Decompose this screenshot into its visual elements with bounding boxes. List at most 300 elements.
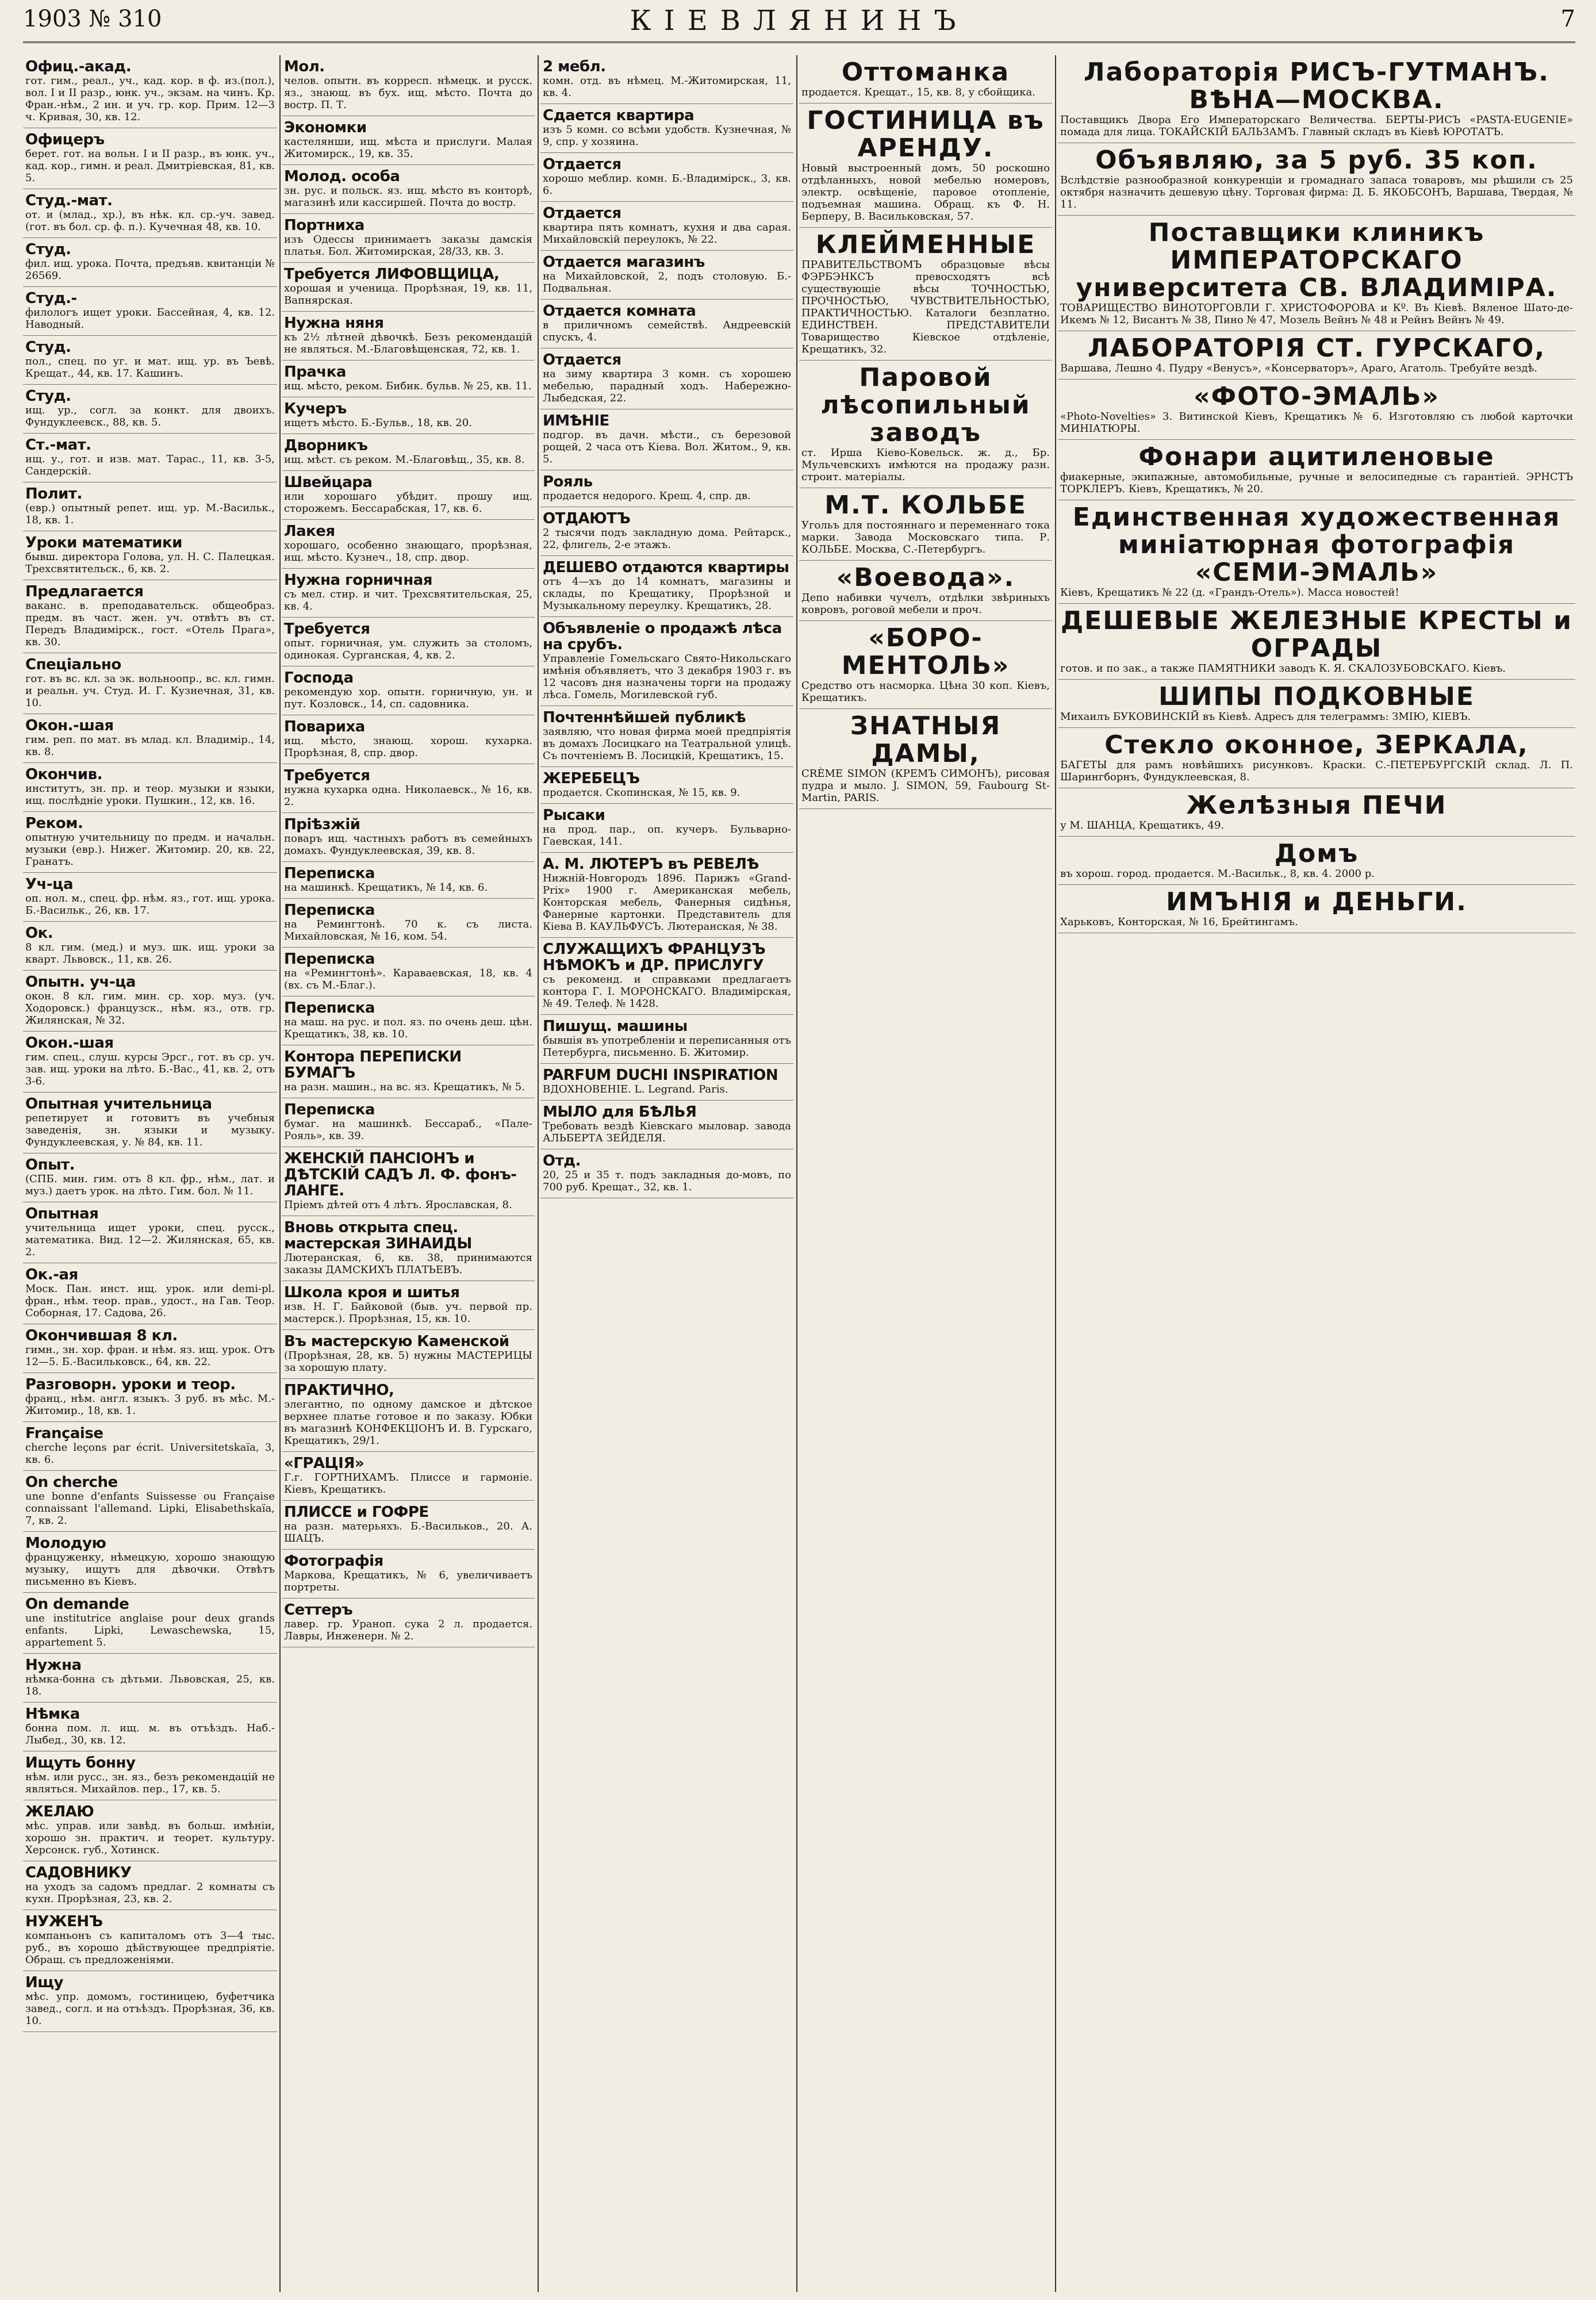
classified-ad xyxy=(540,938,793,1015)
classified-ad xyxy=(282,715,535,764)
ad-text: зн. рус. и польск. яз. ищ. мѣсто въ конторѣ, магазинѣ или кассиршей. Почта до востр. xyxy=(284,185,532,209)
ad-text: Вслѣдствіе разнообразной конкуренціи и громаднаго запаса товаровъ, мы рѣшили съ 25 октября назначить дешевую цѣну. Торговая фирма: Д. Б. ЯКОБСОНЪ, Варшава, Твердая, № 11. xyxy=(1060,174,1573,210)
ad-headline: Нужна няня xyxy=(284,315,384,332)
classified-ad xyxy=(23,812,277,873)
ad-headline: ЛАБОРАТОРІЯ СТ. ГУРСКАГО, xyxy=(1087,334,1546,363)
column-divider xyxy=(538,55,539,2292)
classified-ad xyxy=(23,434,277,482)
classified-ad xyxy=(282,1281,535,1330)
ad-text: Депо набивки чучелъ, отдѣлки звѣриныхъ ковровъ, роговой мебели и проч. xyxy=(801,592,1050,616)
ad-headline: Уч-ца xyxy=(25,876,74,893)
ad-headline: Единственная художественная миніатюрная фотографія «СЕМИ-ЭМАЛЬ» xyxy=(1072,503,1561,587)
ad-text: на маш. на рус. и пол. яз. по очень деш. цѣн. Крещатикъ, 38, кв. 10. xyxy=(284,1016,532,1040)
classified-ad xyxy=(540,507,793,556)
classified-ad xyxy=(540,1015,793,1064)
ad-text: гим. спец., слуш. курсы Эрсг., гот. въ ср. уч. зав. ищ. уроки на лѣто. Б.-Вас., 41, кв. 2, отъ 3-6. xyxy=(25,1051,275,1087)
ad-text: отъ 4—хъ до 14 комнатъ, магазины и склады, по Крещатику, Прорѣзной и Музыкальному переулку. Крещатикъ, 28. xyxy=(543,576,791,612)
classified-ad xyxy=(282,1098,535,1147)
ad-headline: Студ.-мат. xyxy=(25,192,113,209)
ad-headline: PARFUM DUCHI INSPIRATION xyxy=(543,1067,778,1084)
ad-headline: Повариха xyxy=(284,718,365,735)
ad-text: подгор. въ дачн. мѣсти., съ березовой рощей, 2 часа отъ Кіева. Вол. Житом., 9, кв. 5. xyxy=(543,429,791,465)
ad-headline: Отд. xyxy=(543,1152,581,1170)
ad-text: пол., спец. по уг. и мат. ищ. ур. въ Ъевѣ. Крещат., 44, кв. 17. Кашинъ. xyxy=(25,355,275,379)
ad-headline: Студ. xyxy=(25,388,71,405)
ad-headline: Опыт. xyxy=(25,1156,75,1174)
classified-ad xyxy=(23,1153,277,1202)
classified-ad xyxy=(540,348,793,409)
ad-text: къ 2½ лѣтней дѣвочкѣ. Безъ рекомендацій не являться. М.-Благовѣщенская, 72, кв. 1. xyxy=(284,331,532,355)
classified-ad xyxy=(282,471,535,520)
classified-ad xyxy=(540,104,793,153)
ad-text: une bonne d'enfants Suissesse ou Française connaissant l'allemand. Lipki, Elisabethskaïa, 7, кв. 2. xyxy=(25,1490,275,1527)
classified-ad xyxy=(23,971,277,1032)
ad-headline: Молодую xyxy=(25,1535,106,1552)
ad-text: Средство отъ насморка. Цѣна 30 коп. Кіевъ, Крещатикъ. xyxy=(801,680,1050,704)
ad-headline: Отдается xyxy=(543,156,621,173)
classified-ad xyxy=(799,621,1052,709)
classified-ad xyxy=(23,1373,277,1422)
ad-text: комн. отд. въ нѣмец. М.-Житомирская, 11, кв. 4. xyxy=(543,75,791,99)
classified-ad xyxy=(282,948,535,996)
ad-text: бывшія въ употребленіи и переписанныя отъ Петербурга, письменно. Б. Житомир. xyxy=(543,1034,791,1059)
ad-headline: Офиц.-акад. xyxy=(25,58,132,75)
ad-text: элегантно, по одному дамское и дѣтское верхнее платье готовое и по заказу. Юбки въ магазинѣ КОНФЕКЦІОНЪ И. В. Гурскаго, Крещатикъ, 29/1. xyxy=(284,1398,532,1447)
ad-text: Угольъ для постояннаго и переменнаго тока марки. Завода Московскаго типа. Р. КОЛЬБЕ. Москва, С.-Петербургъ. xyxy=(801,519,1050,555)
ad-text: гим. реп. по мат. въ млад. кл. Владимір., 14, кв. 8. xyxy=(25,734,275,758)
ad-headline: Желѣзныя ПЕЧИ xyxy=(1186,791,1447,820)
ad-text: на разн. матерьяхъ. Б.-Васильков., 20. А. ШАЦЪ. xyxy=(284,1520,532,1544)
ad-headline: Нѣмка xyxy=(25,1705,80,1723)
ad-text: ст. Ирша Кіево-Ковельск. ж. д., Бр. Мульчевскихъ имѣются на продажу разн. строит. матеріалы. xyxy=(801,447,1050,483)
classified-ad xyxy=(540,706,793,767)
ad-text: ищ. мѣст. съ реком. М.-Благовѣщ., 35, кв. 8. xyxy=(284,454,525,466)
classified-ad xyxy=(23,128,277,189)
classified-ad xyxy=(23,1471,277,1532)
classified-ad xyxy=(540,556,793,617)
ad-headline: Переписка xyxy=(284,1101,375,1118)
classified-ad xyxy=(799,55,1052,103)
column-4 xyxy=(799,55,1052,2292)
ad-text: въ хорош. город. продается. М.-Васильк., 8, кв. 4. 2000 р. xyxy=(1060,868,1375,880)
classified-ad xyxy=(1058,788,1575,837)
classified-ad xyxy=(23,336,277,385)
ad-text: гимн., зн. хор. фран. и нѣм. яз. ищ. урок. Отъ 12—5. Б.-Васильковск., 64, кв. 22. xyxy=(25,1344,275,1368)
column-5 xyxy=(1058,55,1575,2292)
ad-text: Кіевъ, Крещатикъ № 22 (д. «Грандъ-Отель»). Масса новостей! xyxy=(1060,586,1399,599)
ad-text: бонна пом. л. ищ. м. въ отъѣздъ. Наб.-Лыбед., 30, кв. 12. xyxy=(25,1722,275,1746)
newspaper-title: КІЕВЛЯНИНЪ xyxy=(630,5,969,37)
classified-ad xyxy=(282,520,535,569)
classified-ad xyxy=(23,1800,277,1861)
classified-ad xyxy=(282,813,535,862)
classified-ad xyxy=(282,1330,535,1379)
ad-text: гот. въ вс. кл. за эк. вольноопр., вс. кл. гимн. и реальн. уч. Студ. И. Г. Кузнечная, 31, кв. 10. xyxy=(25,673,275,709)
ad-text: ищ. мѣсто, реком. Бибик. бульв. № 25, кв. 11. xyxy=(284,380,532,392)
ad-headline: Требуется xyxy=(284,767,370,784)
ad-headline: ЖЕНСКІЙ ПАНСІОНЪ и ДѢТСКІЙ САДЪ Л. Ф. фонъ-ЛАНГЕ. xyxy=(284,1150,517,1199)
ad-headline: ИМЪНІЯ и ДЕНЬГИ. xyxy=(1166,887,1467,917)
classified-ad xyxy=(23,653,277,714)
classified-ad xyxy=(282,263,535,312)
ad-headline: Ок.-ая xyxy=(25,1266,78,1283)
ad-text: CRÈME SIMON (КРЕМЪ СИМОНЪ), рисовая пудра и мыло. J. SIMON, 59, Faubourg St-Martin, PARIS. xyxy=(801,768,1050,804)
classified-ad xyxy=(23,1703,277,1751)
ad-text: репетирует и готовитъ въ учебныя заведенія, зн. языки и музыку. Фундуклеевская, у. № 84, кв. 11. xyxy=(25,1112,275,1148)
classified-ad xyxy=(540,804,793,853)
ad-text: окон. 8 кл. гим. мин. ср. хор. муз. (уч. Ходоровск.) французск., нѣм. яз., отв. гр. Жилянская, № 32. xyxy=(25,990,275,1026)
ad-headline: ШИПЫ ПОДКОВНЫЕ xyxy=(1158,682,1475,711)
ad-headline: ЖЕЛАЮ xyxy=(25,1803,94,1820)
classified-ad xyxy=(1058,331,1575,379)
masthead xyxy=(23,0,1575,43)
classified-ad xyxy=(282,1550,535,1598)
ad-headline: Вновь открыта спец. мастерская ЗИНАИДЫ xyxy=(284,1219,472,1252)
ad-text: компаньонъ съ капиталомъ отъ 3—4 тыс. руб., въ хорошо дѣйствующее предпріятіе. Обращ. съ предложеніями. xyxy=(25,1930,275,1966)
ad-text: Пріемъ дѣтей отъ 4 лѣтъ. Ярославская, 8. xyxy=(284,1199,512,1211)
ad-headline: ГОСТИНИЦА въ АРЕНДУ. xyxy=(807,106,1045,163)
ad-headline: Дворникъ xyxy=(284,437,368,454)
classified-ad xyxy=(282,1501,535,1550)
ad-headline: Прачка xyxy=(284,363,346,381)
classified-ad xyxy=(540,409,793,470)
ad-text: (СПБ. мин. гим. отъ 8 кл. фр., нѣм., лат. и муз.) даетъ урок. на лѣто. Гим. бол. № 11. xyxy=(25,1173,275,1197)
classified-ad xyxy=(282,361,535,397)
classified-ad xyxy=(282,764,535,813)
ad-headline: Студ. xyxy=(25,339,71,356)
ad-text: квартира пять комнатъ, кухня и два сарая. Михайловскій переулокъ, № 22. xyxy=(543,221,791,246)
ad-text: гот. гим., реал., уч., кад. кор. в ф. из.(пол.), вол. I и II разр., юнк. уч., экзам. на чинъ. Кр. Фран.-нѣм., 2 ин. и уч. гр. кор. Прим. 12—3 ч. Кривая, 30, кв. 12. xyxy=(25,75,275,123)
ad-text: Маркова, Крещатикъ, № 6, увеличиваетъ портреты. xyxy=(284,1569,532,1593)
ad-headline: Переписка xyxy=(284,950,375,968)
ad-headline: Господа xyxy=(284,669,354,687)
ad-headline: Въ мастерскую Каменской xyxy=(284,1333,509,1350)
classified-ad xyxy=(1058,728,1575,788)
ad-text: ТОВАРИЩЕСТВО ВИНОТОРГОВЛИ Г. ХРИСТОФОРОВА и Кº. Въ Кіевѣ. Вяленое Шато-де-Икемъ № 12, Висантъ № 38, Пино № 47, Мозель Вейнъ № 48 и Рейнъ Вейнъ № 49. xyxy=(1060,302,1573,326)
ad-text: на Михайловской, 2, подъ столовую. Б.-Подвальная. xyxy=(543,270,791,294)
ad-text: Управленіе Гомельскаго Свято-Никольскаго имѣнія объявляетъ, что 3 декабря 1903 г. въ 12 часовъ дня назначены торги на продажу лѣса. Гомель, Могилевской губ. xyxy=(543,653,791,701)
classified-ad xyxy=(1058,837,1575,885)
classified-ad xyxy=(23,1861,277,1910)
ad-text: съ мел. стир. и чит. Трехсвятительская, 25, кв. 4. xyxy=(284,588,532,612)
ad-headline: Студ.- xyxy=(25,290,77,307)
ad-headline: Переписка xyxy=(284,865,375,882)
ad-text: хорошо меблир. комн. Б.-Владимірск., 3, кв. 6. xyxy=(543,172,791,197)
ad-text: на машинкѣ. Крещатикъ, № 14, кв. 6. xyxy=(284,881,488,894)
classified-ad xyxy=(282,1379,535,1452)
classified-ad xyxy=(282,996,535,1045)
classified-ad xyxy=(799,561,1052,621)
ad-headline: «ГРАЦІЯ» xyxy=(284,1455,365,1472)
classified-ad xyxy=(540,1149,793,1198)
ad-text: на разн. машин., на вс. яз. Крещатикъ, № 5. xyxy=(284,1081,525,1093)
classified-ad xyxy=(23,189,277,238)
ad-text: поваръ ищ. частныхъ работъ въ семейныхъ домахъ. Фундуклеевская, 39, кв. 8. xyxy=(284,833,532,857)
classified-ad xyxy=(282,55,535,116)
ad-headline: МЫЛО для БѢЛЬЯ xyxy=(543,1103,697,1121)
ad-text: нѣмка-бонна съ дѣтьми. Львовская, 25, кв. 18. xyxy=(25,1673,275,1697)
ad-headline: Отдается комната xyxy=(543,302,696,320)
classified-ad xyxy=(540,55,793,104)
ad-text: cherche leçons par écrit. Universitetskaïa, 3, кв. 6. xyxy=(25,1442,275,1466)
ad-headline: НУЖЕНЪ xyxy=(25,1913,103,1930)
ad-text: Г.г. ГОРТНИХАМЪ. Плиссе и гармоніе. Кіевъ, Крещатикъ. xyxy=(284,1471,532,1496)
classified-ad xyxy=(282,618,535,666)
ad-headline: ДЕШЕВЫЕ ЖЕЛЕЗНЫЕ КРЕСТЫ и ОГРАДЫ xyxy=(1060,606,1573,663)
ad-headline: On cherche xyxy=(25,1474,118,1491)
ad-headline: Нужна горничная xyxy=(284,572,432,589)
classified-ad xyxy=(23,1910,277,1971)
classified-ad xyxy=(282,1452,535,1501)
ad-headline: ЖЕРЕБЕЦЪ xyxy=(543,770,640,787)
ad-headline: Сдается квартира xyxy=(543,107,695,124)
ad-headline: ПРАКТИЧНО, xyxy=(284,1382,394,1399)
ad-headline: Рысаки xyxy=(543,807,605,824)
ad-text: бывш. директора Голова, ул. Н. С. Палецкая. Трехсвятительск., 6, кв. 2. xyxy=(25,551,275,575)
classified-ad xyxy=(282,214,535,263)
ad-headline: Ищу xyxy=(25,1974,63,1991)
ad-text: у М. ШАНЦА, Крещатикъ, 49. xyxy=(1060,819,1225,831)
ad-text: фил. ищ. урока. Почта, предъяв. квитанціи № 26569. xyxy=(25,258,275,282)
ad-headline: Требуется ЛИФОВЩИЦА, xyxy=(284,266,500,283)
ad-headline: Окончившая 8 кл. xyxy=(25,1327,178,1344)
ad-headline: А. М. ЛЮТЕРЪ въ РЕВЕЛѢ xyxy=(543,856,759,873)
ad-text: фиакерные, экипажные, автомобильные, ручные и велосипедные съ гарантіей. ЭРНСТЪ ТОРКЛЕРЪ. Кіевъ, Крещатикъ, № 20. xyxy=(1060,471,1573,495)
classified-ad xyxy=(282,1045,535,1098)
ad-headline: Рояль xyxy=(543,473,593,490)
ad-headline: Спеціально xyxy=(25,656,121,673)
ad-text: продается. Скопинская, № 15, кв. 9. xyxy=(543,787,741,799)
classified-ad xyxy=(799,488,1052,561)
ad-headline: On demande xyxy=(25,1596,129,1613)
ad-headline: Переписка xyxy=(284,999,375,1017)
ad-text: франц., нѣм. англ. языкъ. 3 руб. въ мѣс. М.-Житомир., 18, кв. 1. xyxy=(25,1393,275,1417)
ad-text: оп. нол. м., спец. фр. нѣм. яз., гот. ищ. урока. Б.-Васильк., 26, кв. 17. xyxy=(25,892,275,917)
ad-text: на уходъ за садомъ предлаг. 2 комнаты съ кухн. Прорѣзная, 23, кв. 2. xyxy=(25,1881,275,1905)
ad-text: опыт. горничная, ум. служить за столомъ, одинокая. Сурганская, 4, кв. 2. xyxy=(284,637,532,661)
ad-text: ВДОХНОВЕНІЕ. L. Legrand. Paris. xyxy=(543,1083,728,1095)
ad-headline: ИМѢНІЕ xyxy=(543,412,609,430)
ad-text: «Photo-Novelties» 3. Витинской Кіевъ, Крещатикъ № 6. Изготовляю съ любой карточки МИНІАТЮРЫ. xyxy=(1060,411,1573,435)
ad-headline: Оттоманка xyxy=(841,57,1010,87)
ad-text: Варшава, Лешно 4. Пудру «Венусъ», «Консерваторъ», Араго, Агатоль. Требуйте вездѣ. xyxy=(1060,362,1537,374)
ad-text: кастелянши, ищ. мѣста и прислуги. Малая Житомирск., 19, кв. 35. xyxy=(284,136,532,160)
ad-headline: Контора ПЕРЕПИСКИ БУМАГЪ xyxy=(284,1048,462,1082)
ad-headline: Отдается xyxy=(543,351,621,369)
classified-ad xyxy=(540,153,793,202)
ad-text: Лютеранская, 6, кв. 38, принимаются заказы ДАМСКИХЪ ПЛАТЬЕВЪ. xyxy=(284,1252,532,1276)
classified-ad xyxy=(282,1216,535,1281)
classified-ad xyxy=(1058,885,1575,933)
ad-headline: Опытная учительница xyxy=(25,1095,212,1113)
ad-text: нѣм. или русс., зн. яз., безъ рекомендацій не являться. Михайлов. пер., 17, кв. 5. xyxy=(25,1771,275,1795)
classified-ad xyxy=(23,385,277,434)
ad-headline: Предлагается xyxy=(25,583,144,600)
ad-text: на Ремингтонѣ. 70 к. съ листа. Михайловская, № 16, ком. 54. xyxy=(284,918,532,942)
ad-text: опытную учительницу по предм. и начальн. музыки (евр.). Нижег. Житомир. 20, кв. 22, Гранатъ. xyxy=(25,831,275,868)
ad-headline: Фотографія xyxy=(284,1552,383,1570)
classified-ad xyxy=(23,1654,277,1703)
ad-headline: Пріѣзжій xyxy=(284,816,360,833)
ad-headline: Окончив. xyxy=(25,766,102,783)
ad-text: продается недорого. Крещ. 4, спр. дв. xyxy=(543,490,751,502)
column-1 xyxy=(23,55,277,2292)
ad-text: бумаг. на машинкѣ. Бессараб., «Пале-Рояль», кв. 39. xyxy=(284,1118,532,1142)
column-3 xyxy=(540,55,793,2292)
ad-text: на «Ремингтонѣ». Караваевская, 18, кв. 4 (вх. съ М.-Благ.). xyxy=(284,967,532,991)
ad-text: заявляю, что новая фирма моей предпріятія въ домахъ Лосицкаго на Театральной улицѣ. Съ почтеніемъ В. Лосицкій, Крещатикъ, 15. xyxy=(543,726,791,762)
column-2 xyxy=(282,55,535,2292)
ad-text: нужна кухарка одна. Николаевск., № 16, кв. 2. xyxy=(284,784,532,808)
ad-headline: Опытная xyxy=(25,1205,99,1222)
classified-ad xyxy=(23,1532,277,1593)
ad-text: Поставщикъ Двора Его Императорскаго Величества. БЕРТЫ-РИСЪ «PASTA-EUGENIE» помада для лица. ТОКАЙСКІЙ БАЛЬЗАМЪ. Главный складъ въ Кіевѣ ЮРОТАТЪ. xyxy=(1060,114,1573,138)
ad-text: мѣс. управ. или завѣд. въ больш. имѣніи, хорошо зн. практич. и теорет. культуру. Херсонск. губ., Хотинск. xyxy=(25,1820,275,1856)
ad-headline: «Воевода». xyxy=(836,563,1015,592)
ad-text: ищ. у., гот. и изв. мат. Тарас., 11, кв. 3-5, Сандерскій. xyxy=(25,453,275,477)
ad-headline: Ищуть бонну xyxy=(25,1754,136,1772)
ad-headline: Экономки xyxy=(284,119,367,136)
classified-ad xyxy=(23,1324,277,1373)
ad-text: мѣс. упр. домомъ, гостиницею, буфетчика завед., согл. и на отъѣздъ. Прорѣзная, 36, кв. 10. xyxy=(25,1991,275,2027)
classified-ad xyxy=(23,55,277,128)
ad-headline: Портниха xyxy=(284,217,365,234)
classified-ad xyxy=(282,1598,535,1647)
ad-headline: ЗНАТНЫЯ ДАМЫ, xyxy=(850,711,1002,768)
classified-ad xyxy=(1058,680,1575,728)
ad-headline: Сеттеръ xyxy=(284,1601,353,1619)
classified-ad xyxy=(282,569,535,618)
ad-headline: Уроки математики xyxy=(25,534,182,551)
column-divider xyxy=(796,55,797,2292)
classified-ad xyxy=(540,767,793,804)
ad-headline: М.Т. КОЛЬБЕ xyxy=(824,490,1027,520)
ad-headline: Поставщики клиникъ ИМПЕРАТОРСКАГО университета СВ. ВЛАДИМІРА. xyxy=(1076,218,1557,302)
classified-ad xyxy=(23,1092,277,1153)
classified-ad xyxy=(540,470,793,507)
classified-ad xyxy=(1058,216,1575,331)
classified-ad xyxy=(282,165,535,214)
classified-ad xyxy=(540,251,793,300)
ad-text: (Прорѣзная, 28, кв. 5) нужны МАСТЕРИЦЫ за хорошую плату. xyxy=(284,1350,532,1374)
classified-ad xyxy=(23,714,277,763)
ad-text: ищ. мѣсто, знающ. хорош. кухарка. Прорѣзная, 8, спр. двор. xyxy=(284,735,532,759)
ad-headline: Опытн. уч-ца xyxy=(25,973,136,991)
ad-headline: Школа кроя и шитья xyxy=(284,1284,460,1301)
ad-headline: Объявляю, за 5 руб. 35 коп. xyxy=(1095,145,1538,175)
ad-headline: 2 мебл. xyxy=(543,58,606,75)
classified-ad xyxy=(540,1101,793,1149)
ad-text: хорошая и ученица. Прорѣзная, 19, кв. 11, Вапнярская. xyxy=(284,282,532,306)
classified-ad xyxy=(23,531,277,580)
ad-text: 2 тысячи подъ закладную дома. Рейтарск., 22, флигель, 2-е этажъ. xyxy=(543,527,791,551)
ad-text: Новый выстроенный домъ, 50 роскошно отдѣланныхъ, новой мебелью номеровъ, электр. освѣщеніе, паровое отопленіе, подъемная машина. Обращ. къ Ф. Н. Берперу, В. Васильковская, 57. xyxy=(801,162,1050,223)
classified-ad xyxy=(23,238,277,287)
ad-text: берет. гот. на вольн. I и II разр., въ юнк. уч., кад. кор., гимн. и реал. Дмитріевская, 81, кв. 5. xyxy=(25,148,275,184)
ad-headline: Переписка xyxy=(284,902,375,919)
ad-text: Нижній-Новгородъ 1896. Парижъ «Grand-Prix» 1900 г. Американская мебель, Конторская мебель, Фанерныя сидѣнья, Фанерные картонки. Представитель для Кіева В. КАУЛЬФУСЪ. Лютеранская, № 38. xyxy=(543,872,791,933)
ad-headline: «БОРО-МЕНТОЛЬ» xyxy=(841,623,1010,680)
classified-ad xyxy=(799,709,1052,809)
ad-headline: «ФОТО-ЭМАЛЬ» xyxy=(1194,382,1440,411)
classified-ad xyxy=(799,361,1052,488)
ad-headline: ДЕШЕВО отдаются квартиры xyxy=(543,559,789,576)
ad-text: учительница ищет уроки, спец. русск., математика. Вид. 12—2. Жилянская, 65, кв. 2. xyxy=(25,1222,275,1258)
classified-ad xyxy=(23,1593,277,1654)
ad-text: ищетъ мѣсто. Б.-Бульв., 18, кв. 20. xyxy=(284,417,472,429)
ad-headline: Пишущ. машины xyxy=(543,1018,688,1035)
ad-headline: Лакея xyxy=(284,523,335,540)
ad-headline: Почтеннѣйшей публикѣ xyxy=(543,709,746,726)
classified-ad xyxy=(23,1751,277,1800)
ad-headline: Ок. xyxy=(25,925,53,942)
ad-text: 8 кл. гим. (мед.) и муз. шк. ищ. уроки за кварт. Львовск., 11, кв. 26. xyxy=(25,941,275,965)
ad-text: une institutrice anglaise pour deux grands enfants. Lipki, Lewaschewska, 15, appartement 5. xyxy=(25,1612,275,1649)
ad-text: изв. Н. Г. Байковой (быв. уч. первой пр. мастерск.). Прорѣзная, 15, кв. 10. xyxy=(284,1301,532,1325)
ad-text: 20, 25 и 35 т. подъ закладныя до-мовъ, по 700 руб. Крещат., 32, кв. 1. xyxy=(543,1169,791,1193)
ad-headline: Отдается магазинъ xyxy=(543,254,705,271)
ad-text: в приличномъ семействѣ. Андреевскій спускъ, 4. xyxy=(543,319,791,343)
classified-ad xyxy=(1058,604,1575,680)
classified-ad xyxy=(23,763,277,812)
ad-text: готов. и по зак., а также ПАМЯТНИКИ заводъ К. Я. СКАЛОЗУБОВСКАГО. Кіевъ. xyxy=(1060,662,1506,674)
classified-ad xyxy=(282,116,535,165)
classified-ad xyxy=(540,617,793,706)
classified-ad xyxy=(282,1147,535,1216)
ad-text: филологъ ищет уроки. Бассейная, 4, кв. 12. Наводный. xyxy=(25,306,275,331)
ad-text: хорошаго, особенно знающаго, прорѣзная, ищ. мѣсто. Кузнеч., 18, спр. двор. xyxy=(284,539,532,564)
ad-headline: Паровой лѣсопильный заводъ xyxy=(820,363,1031,447)
ad-headline: Реком. xyxy=(25,815,83,832)
classified-ad xyxy=(23,1263,277,1324)
ad-headline: КЛЕЙМЕННЫЕ xyxy=(815,230,1036,259)
ad-headline: Офицеръ xyxy=(25,131,105,148)
ad-text: ваканс. в. преподавательск. общеобраз. предм. въ част. жен. уч. отвѣтъ въ ст. Передъ Владимірск., гост. «Отель Прага», кв. 30. xyxy=(25,600,275,648)
column-divider xyxy=(279,55,281,2292)
ad-headline: Домъ xyxy=(1274,839,1359,868)
ad-text: (евр.) опытный репет. ищ. ур. М.-Васильк., 18, кв. 1. xyxy=(25,502,275,526)
ad-headline: Отдается xyxy=(543,205,621,222)
ad-headline: ПЛИССЕ и ГОФРЕ xyxy=(284,1504,429,1521)
ad-headline: Стекло оконное, ЗЕРКАЛА, xyxy=(1104,730,1529,760)
ad-text: продается. Крещат., 15, кв. 8, у сбойщика. xyxy=(801,86,1035,98)
classified-ad xyxy=(282,397,535,434)
ad-headline: Лабораторія РИСЪ-ГУТМАНЪ. ВѢНА—МОСКВА. xyxy=(1084,57,1549,114)
classified-ad xyxy=(23,1422,277,1471)
ad-headline: Полит. xyxy=(25,485,82,503)
ad-text: челов. опытн. въ корресп. нѣмецк. и русск. яз., знающ. въ бух. ищ. мѣсто. Почта до востр. П. Т. xyxy=(284,75,532,111)
classified-ad xyxy=(1058,379,1575,440)
ad-headline: Окон.-шая xyxy=(25,717,114,734)
ad-headline: Швейцара xyxy=(284,474,373,491)
ad-text: от. и (млад., хр.), въ нѣк. кл. ср.-уч. завед. (гот. въ бол. ср. ф. п.). Кучечная 48, кв. 10. xyxy=(25,209,275,233)
classified-ad xyxy=(23,580,277,653)
classified-ad xyxy=(23,873,277,922)
issue-number: 1903 № 310 xyxy=(23,6,162,32)
classified-ad xyxy=(540,1064,793,1101)
classified-ad xyxy=(23,1971,277,2032)
ad-text: ищ. ур., согл. за конкт. для двоихъ. Фундуклеевск., 88, кв. 5. xyxy=(25,404,275,428)
classified-ad xyxy=(23,1202,277,1263)
ad-text: Михаилъ БУКОВИНСКІЙ въ Кіевѣ. Адресъ для телеграммъ: ЗМІЮ, КІЕВЪ. xyxy=(1060,711,1471,723)
classified-ad xyxy=(282,862,535,899)
ad-text: Требовать вездѣ Кіевскаго мыловар. завода АЛЬБЕРТА ЗЕЙДЕЛЯ. xyxy=(543,1120,791,1144)
ad-headline: Студ. xyxy=(25,241,71,258)
page-number: 7 xyxy=(1560,6,1575,32)
ad-text: на прод. пар., оп. кучеръ. Бульварно-Гаевская, 141. xyxy=(543,823,791,848)
classified-ad xyxy=(282,434,535,471)
column-divider xyxy=(1055,55,1056,2292)
